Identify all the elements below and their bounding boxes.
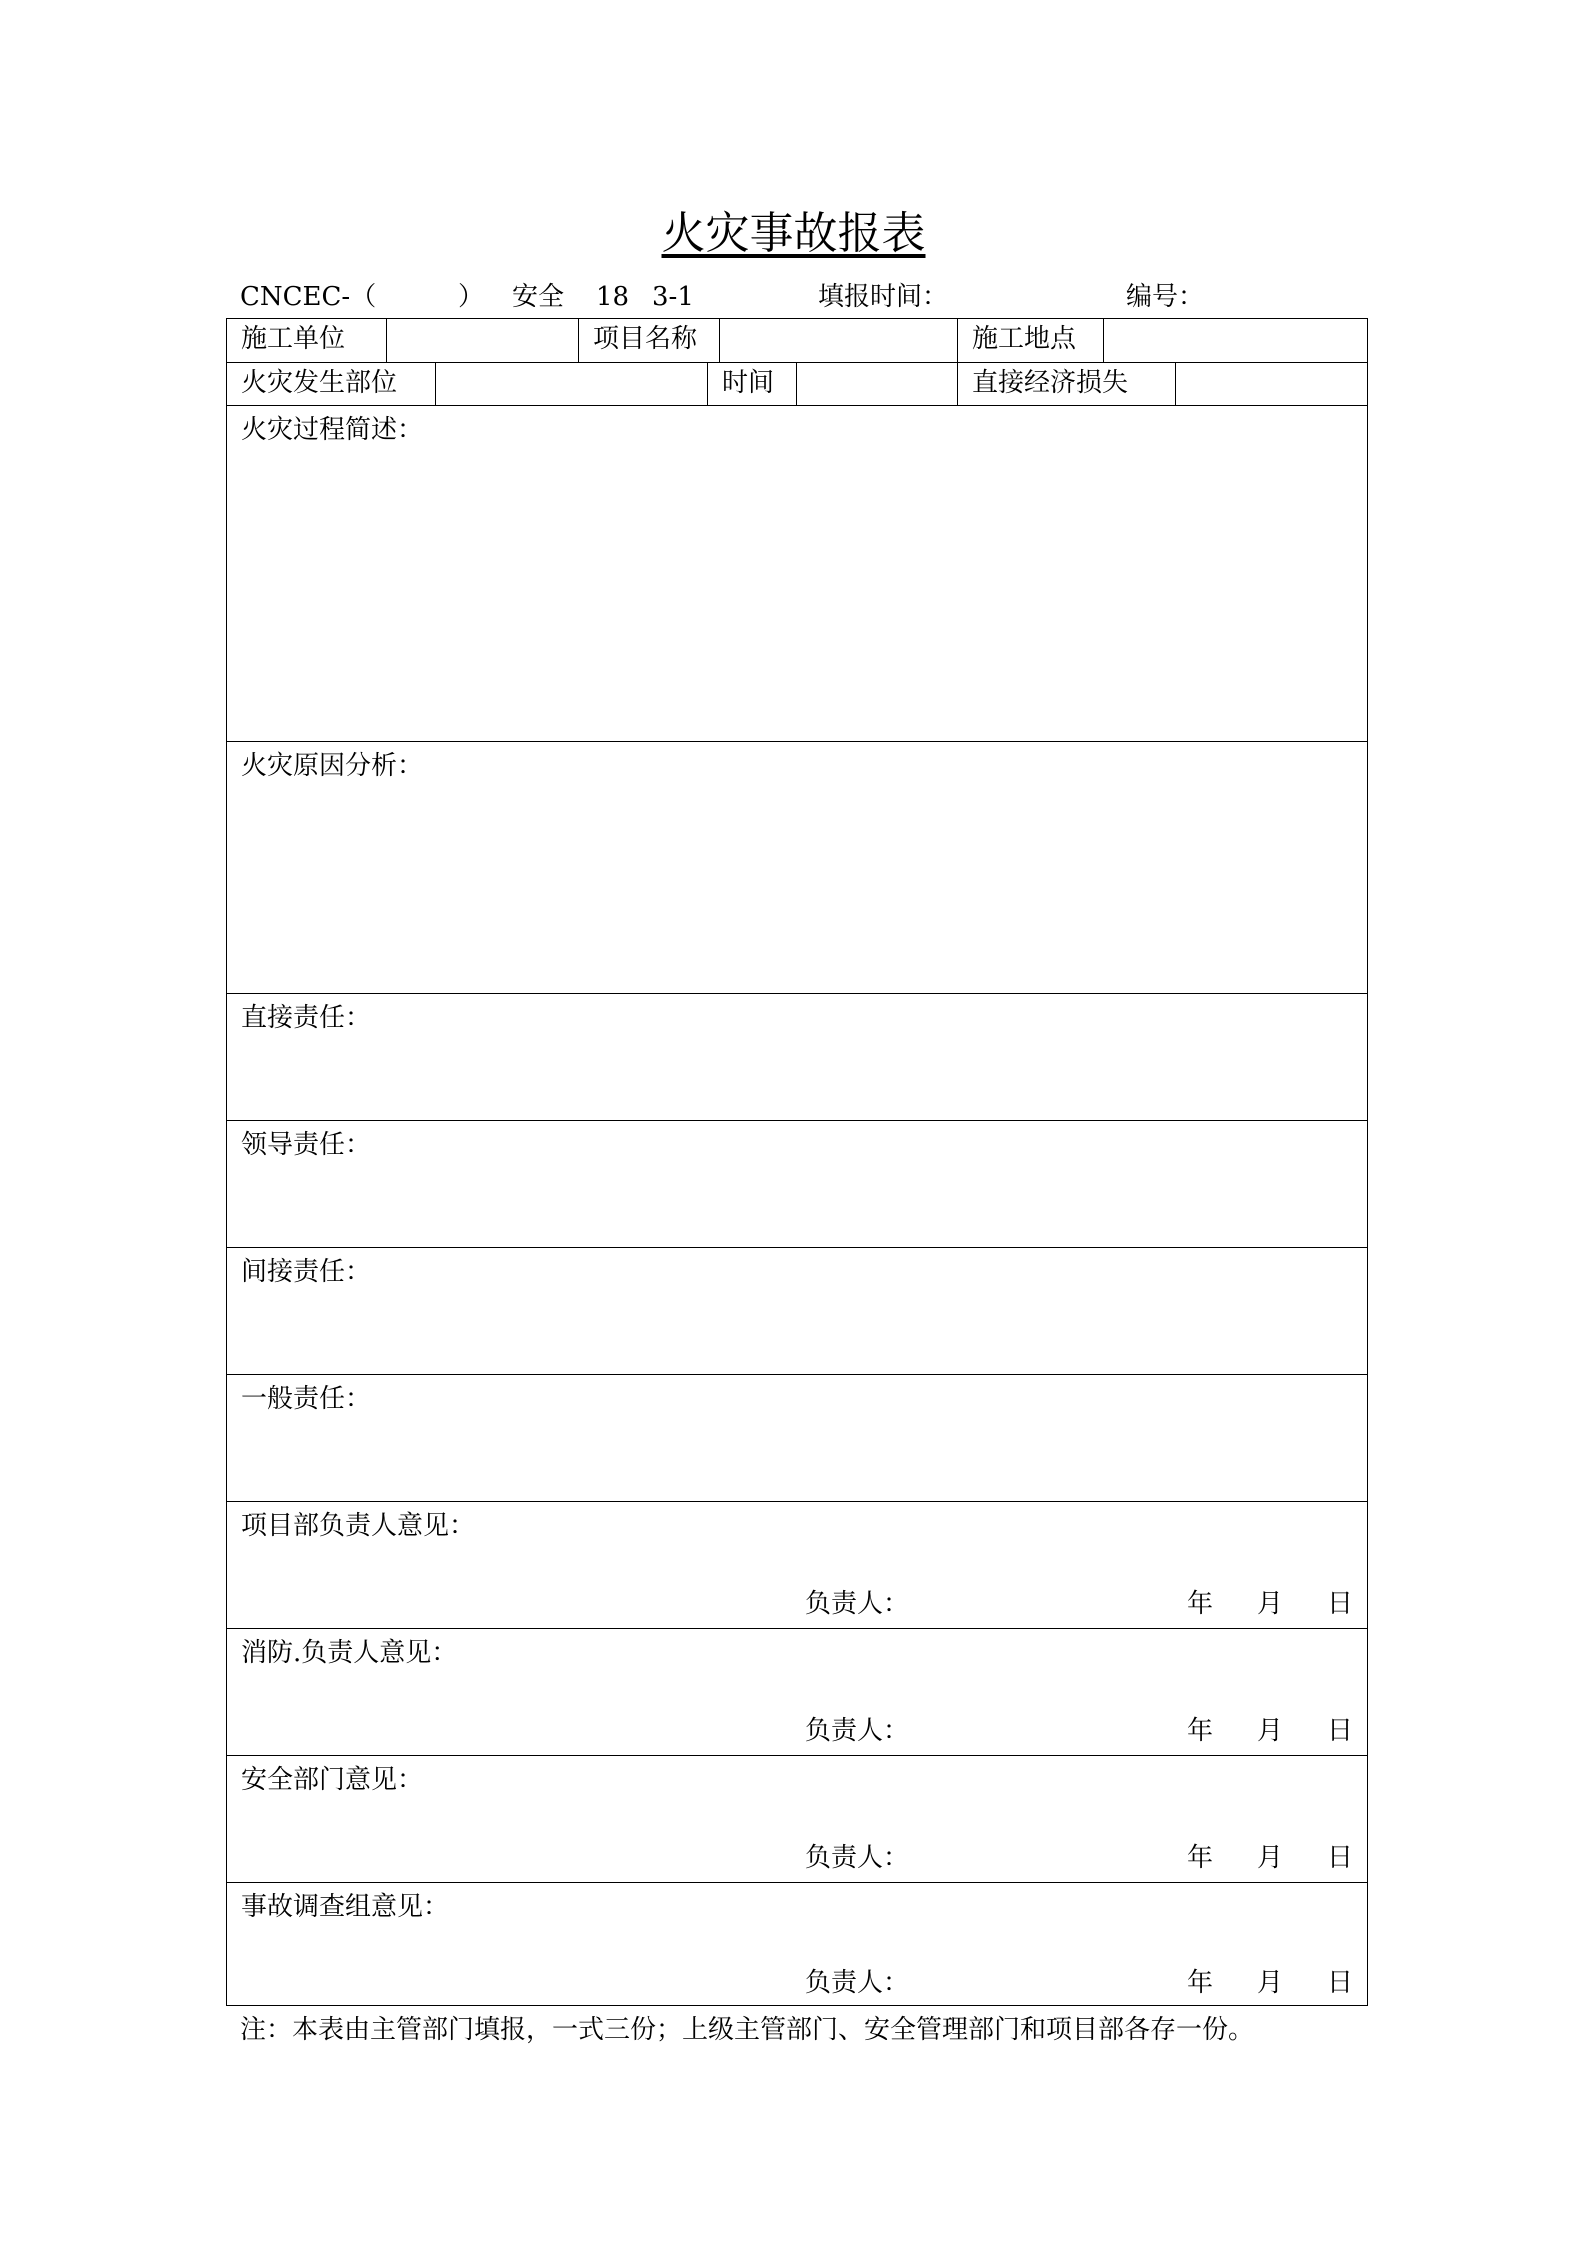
row-unit-project-location: [227, 319, 1367, 362]
form-category: 安全: [512, 282, 565, 312]
year-label: 年: [1187, 1843, 1214, 1873]
opinion-section-safety[interactable]: [227, 1755, 1367, 1882]
loss-label: 直接经济损失: [957, 363, 1175, 405]
row-part-time-loss: [227, 362, 1367, 405]
year-label: 年: [1187, 1716, 1214, 1746]
part-field[interactable]: [435, 363, 707, 405]
year-label: 年: [1187, 1589, 1214, 1619]
time-label: 时间: [707, 363, 796, 405]
opinion-label: 项目部负责人意见：: [241, 1511, 476, 1541]
indirect-responsibility-section[interactable]: [227, 1247, 1367, 1374]
project-field[interactable]: [719, 319, 957, 362]
form-title: 火灾事故报表: [661, 208, 926, 259]
opinion-section-fire[interactable]: [227, 1628, 1367, 1755]
day-label: 日: [1327, 1968, 1354, 1998]
time-field[interactable]: [796, 363, 957, 405]
fire-report-form: [226, 318, 1368, 2006]
direct-responsibility-section[interactable]: [227, 993, 1367, 1120]
month-label: 月: [1257, 1968, 1284, 1998]
form-code-close: ）: [458, 282, 485, 312]
fill-time-label: 填报时间：: [818, 282, 949, 312]
form-number: 18: [596, 282, 630, 312]
part-label: 火灾发生部位: [241, 368, 398, 398]
responsible-person-label: 负责人：: [805, 1589, 910, 1619]
opinion-section-investigation[interactable]: [227, 1882, 1367, 2007]
form-code: CNCEC-（: [240, 282, 377, 312]
form-sub-number: 3-1: [652, 282, 694, 312]
cause-section[interactable]: [227, 741, 1367, 993]
cause-label: 火灾原因分析：: [241, 751, 424, 781]
month-label: 月: [1257, 1843, 1284, 1873]
opinion-label: 消防.负责人意见：: [241, 1638, 458, 1668]
responsible-person-label: 负责人：: [805, 1968, 910, 1998]
month-label: 月: [1257, 1589, 1284, 1619]
opinion-label: 安全部门意见：: [241, 1765, 424, 1795]
form-footnote: 注：本表由主管部门填报，一式三份；上级主管部门、安全管理部门和项目部各存一份。: [240, 2015, 1255, 2045]
process-section[interactable]: [227, 405, 1367, 741]
leader-responsibility-label: 领导责任：: [241, 1130, 372, 1160]
opinion-section-project[interactable]: [227, 1501, 1367, 1628]
indirect-responsibility-label: 间接责任：: [241, 1257, 372, 1287]
day-label: 日: [1327, 1716, 1354, 1746]
project-label: 项目名称: [578, 319, 719, 362]
unit-label: 施工单位: [241, 324, 346, 354]
day-label: 日: [1327, 1589, 1354, 1619]
day-label: 日: [1327, 1843, 1354, 1873]
responsible-person-label: 负责人：: [805, 1716, 910, 1746]
location-field[interactable]: [1103, 319, 1369, 362]
process-label: 火灾过程简述：: [241, 415, 424, 445]
unit-field[interactable]: [386, 319, 578, 362]
general-responsibility-section[interactable]: [227, 1374, 1367, 1501]
leader-responsibility-section[interactable]: [227, 1120, 1367, 1247]
opinion-label: 事故调查组意见：: [241, 1892, 450, 1922]
serial-label: 编号：: [1126, 282, 1205, 312]
month-label: 月: [1257, 1716, 1284, 1746]
year-label: 年: [1187, 1968, 1214, 1998]
responsible-person-label: 负责人：: [805, 1843, 910, 1873]
loss-field[interactable]: [1175, 363, 1369, 405]
direct-responsibility-label: 直接责任：: [241, 1003, 372, 1033]
general-responsibility-label: 一般责任：: [241, 1384, 372, 1414]
location-label: 施工地点: [957, 319, 1103, 362]
